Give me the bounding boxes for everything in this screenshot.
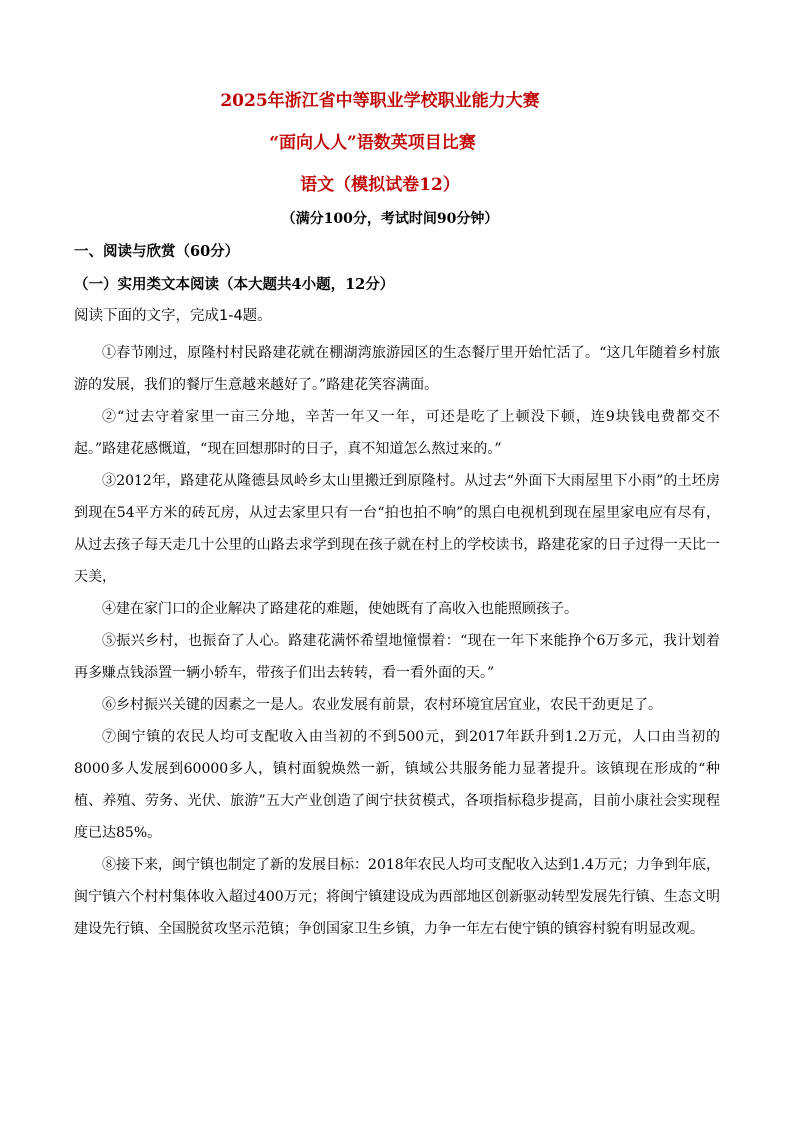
exam-note: （满分100分，考试时间90分钟） [281,211,499,227]
passage-paragraph: ⑤振兴乡村，也振奋了人心。路建花满怀希望地憧憬着：“现在一年下来能挣个6万多元，我计划着再多赚点钱添置一辆小轿车，带孩子们出去转转，看一看外面的天。” [74,633,720,681]
passage-paragraph: ②“过去守着家里一亩三分地，辛苦一年又一年，可还是吃了上顿没下顿，连9块钱电费都交不起。”路建花感慨道，“现在回想那时的日子，真不知道怎么熬过来的。” [74,409,720,457]
passage-paragraph: ③2012年，路建花从隆德县凤岭乡太山里搬迁到原隆村。从过去“外面下大雨屋里下小雨”的土坯房到现在54平方米的砖瓦房，从过去家里只有一台“拍也拍不响”的黑白电视机到现在屋里家电应有尽有，从过去孩子每天走几十公里的山路去求学到现在孩子就在村上的学校读书，路建花家的日子过得一天比一天美， [74,473,720,585]
section-subheading: （一）实用类文本阅读（本大题共4小题，12分） [74,276,395,293]
passage-paragraph: ⑥乡村振兴关键的因素之一是人。农业发展有前景，农村环境宜居宜业，农民干劲更足了。 [102,697,662,713]
passage-paragraph: ⑦闽宁镇的农民人均可支配收入由当初的不到500元，到2017年跃升到1.2万元，人口由当初的8000多人发展到60000多人，镇村面貌焕然一新，镇域公共服务能力显著提升。该镇现在形成的“种植、养殖、劳务、光伏、旅游”五大产业创造了闽宁扶贫模式，各项指标稳步提高，目前小康社会实现程度已达85%。 [74,729,720,841]
passage-paragraph: ④建在家门口的企业解决了路建花的难题，使她既有了高收入也能照顾孩子。 [102,601,578,617]
section-heading: 一、阅读与欣赏（60分） [74,243,240,260]
passage-paragraph: ⑧接下来，闽宁镇也制定了新的发展目标：2018年农民人均可支配收入达到1.4万元；力争到年底，闽宁镇六个村村集体收入超过400万元；将闽宁镇建设成为西部地区创新驱动转型发展先行镇、生态文明建设先行镇、全国脱贫攻坚示范镇；争创国家卫生乡镇，力争一年左右使宁镇的镇容村貌有明显改观。 [74,857,720,937]
reading-passage [74,337,720,945]
paper-title: 语文（模拟试卷12） [300,175,460,195]
competition-subtitle: “面向人人”语数英项目比赛 [269,133,476,153]
passage-paragraph: ①春节刚过，原隆村村民路建花就在棚湖湾旅游园区的生态餐厅里开始忙活了。“这几年随着乡村旅游的发展，我们的餐厅生意越来越好了。”路建花笑容满面。 [74,345,720,393]
reading-instruction: 阅读下面的文字，完成1-4题。 [74,308,272,324]
exam-title: 2025年浙江省中等职业学校职业能力大赛 [220,91,540,111]
